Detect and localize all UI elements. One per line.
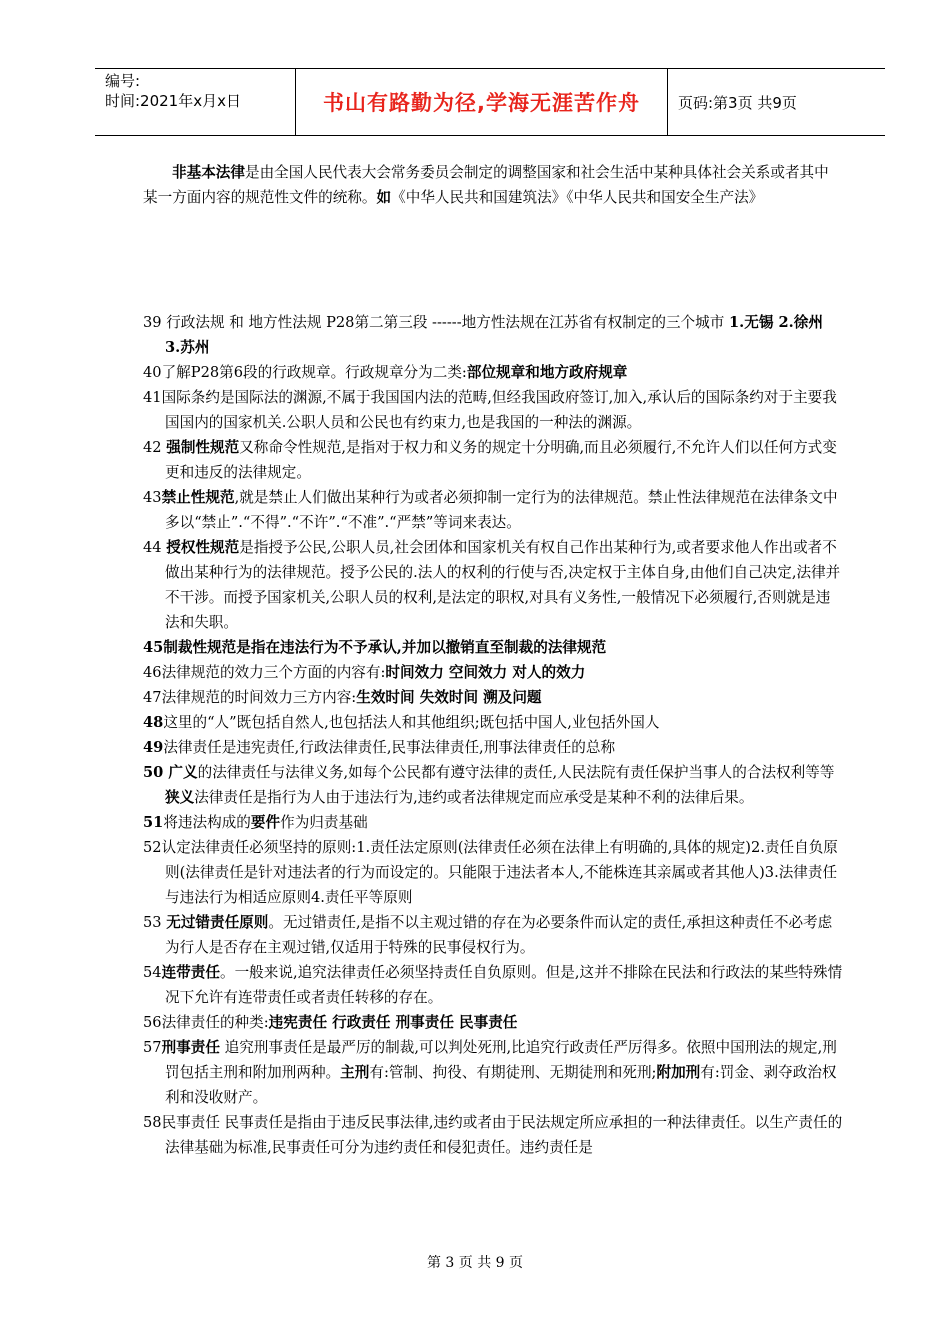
item-number: 50 (143, 764, 169, 781)
item-51 (143, 810, 843, 835)
item-bold: 刑事责任 (161, 1039, 220, 1056)
item-bold: 部位规章和地方政府规章 (466, 364, 628, 381)
item-bold: 狭义 (165, 789, 195, 806)
item-text: 作为归责基础 (280, 814, 368, 831)
item-50 (143, 760, 843, 785)
item-text: 法律责任是指行为人由于违法行为,违约或者法律规定而应承受是某种不利的法律后果。 (194, 789, 754, 806)
item-text: 追究刑事责任是最严厉的制裁,可以判处死刑,比追究行政责任严厉得多。依照中国刑法的规定,刑罚包括主刑和附加刑两种。 (165, 1039, 837, 1081)
item-bold: 生效时间 失效时间 溯及问题 (356, 689, 542, 706)
header-meta (95, 69, 295, 135)
item-bold: 强制性规范 (166, 439, 240, 456)
item-text: 。无过错责任,是指不以主观过错的存在为必要条件而认定的责任,承担这种责任不必考虑为行人是否存在主观过错,仅适用于特殊的民事侵权行为。 (165, 914, 833, 956)
item-bold: 无过错责任原则 (166, 914, 269, 931)
item-text: 法律责任是违宪责任,行政法律责任,民事法律责任,刑事法律责任的总称 (163, 739, 616, 756)
item-text: 40了解P28第6段的行政规章。行政规章分为二类: (143, 364, 467, 381)
item-53 (143, 910, 843, 960)
item-text: 这里的“人”既包括自然人,也包括法人和其他组织;既包括中国人,业包括外国人 (163, 714, 660, 731)
item-text: 的法律责任与法律义务,如每个公民都有遵守法律的责任,人民法院有责任保护当事人的合法权利等等 (197, 764, 835, 781)
time-text: 时间:2021年x月x日 (105, 92, 241, 110)
item-40 (143, 360, 843, 385)
item-bold: 违宪责任 行政责任 刑事责任 民事责任 (268, 1014, 518, 1031)
item-46 (143, 660, 843, 685)
item-number: 49 (143, 739, 164, 756)
item-text: 。一般来说,追究法律责任必须坚持责任自负原则。但是,这并不排除在民法和行政法的某些特殊情况下允许有连带责任或者责任转移的存在。 (165, 964, 843, 1006)
item-text: 是指授予公民,公职人员,社会团体和国家机关有权自己作出某种行为,或者要求他人作出或者不做出某种行为的法律规范。授予公民的.法人的权利的行使与否,决定权于主体自身,由他们自己决定,法律并不干涉。而授予国家机关,公职人员的权利,是法定的职权,对具有义务性,一般情况下必须履行,否则就是违法和失职。 (165, 539, 841, 631)
item-number: 43 (143, 489, 162, 506)
item-39 (143, 310, 843, 360)
item-bold: 时间效力 空间效力 对人的效力 (385, 664, 586, 681)
header-motto: 书山有路勤为径,学海无涯苦作舟 (295, 69, 668, 135)
item-48 (143, 710, 843, 735)
item-text: 有:罚金、剥夺政治权利和没收财产。 (165, 1064, 837, 1106)
term-bold: 非基本法律 (172, 164, 245, 181)
item-52: 52认定法律责任必须坚持的原则:1.责任法定原则(法律责任必须在法律上有明确的,具体的规定)2.责任自负原则(法律责任是针对违法者的行为而设定的。只能限于违法者本人,不能株连其亲属或者其他人)3.法律责任与违法行为相适应原则4.责任平等原则 (143, 839, 838, 906)
item-text: 39 行政法规 和 地方性法规 P28第二第三段 ------地方性法规在江苏省有权制定的三个城市 (143, 314, 725, 331)
item-number: 42 (143, 439, 167, 456)
item-41: 41国际条约是国际法的渊源,不属于我国国内法的范畴,但经我国政府签订,加入,承认后的国际条约对于主要我国国内的国家机关.公职人员和公民也有约束力,也是我国的一种法的渊源。 (143, 389, 837, 431)
number-label: 编号: (105, 72, 141, 90)
intro-paragraph (143, 160, 843, 210)
item-54 (143, 960, 843, 1010)
item-text: ,就是禁止人们做出某种行为或者必须抑制一定行为的法律规范。禁止性法律规范在法律条文中多以“禁止”.“不得”.“不许”.“不准”.“严禁”等词来表达。 (165, 489, 838, 531)
item-number: 44 (143, 539, 167, 556)
item-number: 48 (143, 714, 164, 731)
item-text: 46法律规范的效力三个方面的内容有: (143, 664, 386, 681)
item-50-narrow (143, 785, 843, 810)
item-number: 51 (143, 814, 164, 831)
item-bold: 授权性规范 (166, 539, 240, 556)
item-text: 有:管制、拘役、有期徒刑、无期徒刑和死刑; (369, 1064, 657, 1081)
header-page-number: 页码:第3页 共9页 (678, 93, 797, 112)
item-number: 57 (143, 1039, 162, 1056)
item-text: 47法律规范的时间效力三方内容: (143, 689, 357, 706)
item-number: 53 (143, 914, 167, 931)
item-bold: 主刑 (340, 1064, 370, 1081)
page-header (95, 68, 885, 136)
item-bold: 1.无锡 2.徐州 3.苏州 (165, 314, 823, 356)
item-42 (143, 435, 843, 485)
item-bold: 禁止性规范 (161, 489, 235, 506)
item-45: 45制裁性规范是指在违法行为不予承认,并加以撤销直至制裁的法律规范 (143, 639, 607, 656)
item-text: 将违法构成的 (163, 814, 251, 831)
document-body (143, 160, 843, 1160)
item-47 (143, 685, 843, 710)
item-44 (143, 535, 843, 635)
item-49 (143, 735, 843, 760)
item-58: 58民事责任 民事责任是指由于违反民事法律,违约或者由于民法规定所应承担的一种法律责任。以生产责任的法律基础为标准,民事责任可分为违约责任和侵犯责任。违约责任是 (143, 1114, 843, 1156)
item-bold: 附加刑 (656, 1064, 701, 1081)
item-number: 54 (143, 964, 162, 981)
item-bold: 要件 (250, 814, 281, 831)
item-57 (143, 1035, 843, 1110)
item-bold: 连带责任 (161, 964, 220, 981)
example-text: 《中华人民共和国建筑法》《中华人民共和国安全生产法》 (391, 189, 764, 206)
item-text: 56法律责任的种类: (143, 1014, 269, 1031)
page-footer: 第 3 页 共 9 页 (426, 1255, 524, 1271)
item-bold: 广义 (168, 764, 198, 781)
example-word: 如 (376, 189, 392, 206)
item-56 (143, 1010, 843, 1035)
intro-text: 是由全国人民代表大会常务委员会制定的调整国家和社会生活中某种具体社会关系或者其中某一方面内容的规范性文件的统称。 (143, 164, 829, 206)
item-text: 又称命令性规范,是指对于权力和义务的规定十分明确,而且必须履行,不允许人们以任何方式变更和违反的法律规定。 (165, 439, 837, 481)
item-43 (143, 485, 843, 535)
